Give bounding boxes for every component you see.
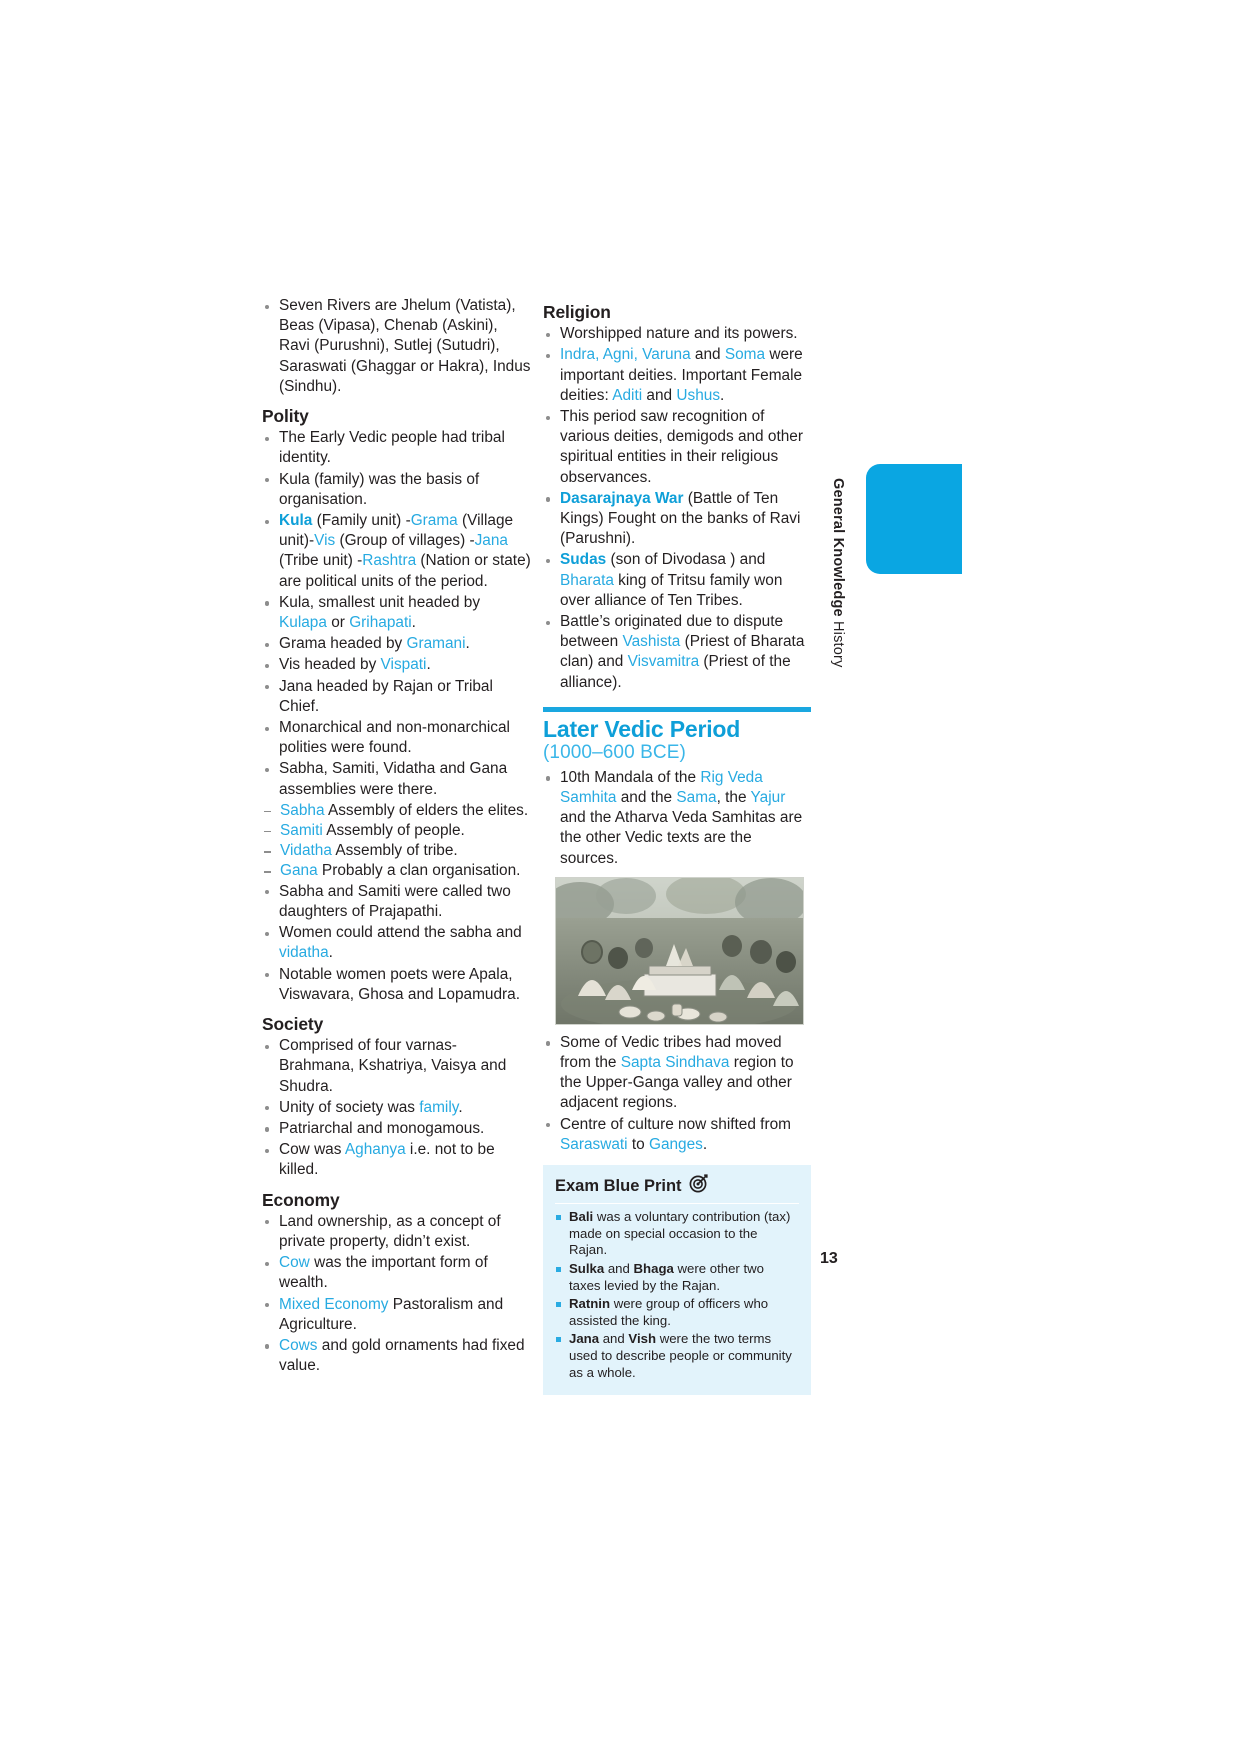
target-icon	[689, 1173, 709, 1198]
exam-blue-print-list	[555, 1209, 799, 1381]
list-item: Comprised of four varnas-Brahmana, Kshatriya, Vaisya and Shudra.	[262, 1036, 532, 1097]
list-item: Some of Vedic tribes had moved from the Sapta Sindhava region to the Upper-Ganga valley and other adjacent regions.	[543, 1033, 811, 1114]
list-item: Unity of society was family.	[262, 1098, 532, 1118]
assembly-sublist	[262, 801, 532, 882]
section-heading-society: Society	[262, 1013, 324, 1034]
list-item: Kula, smallest unit headed by Kulapa or Grihapati.	[262, 593, 532, 633]
list-item: Jana headed by Rajan or Tribal Chief.	[262, 677, 532, 717]
list-item: This period saw recognition of various deities, demigods and other spiritual entities in their religious observances.	[543, 407, 811, 488]
polity-list-tail	[262, 882, 532, 1005]
list-item: Gana Probably a clan organisation.	[262, 861, 532, 881]
list-item: Vis headed by Vispati.	[262, 655, 532, 675]
list-item: Sulka and Bhaga were other two taxes levied by the Rajan.	[555, 1261, 799, 1294]
intro-list	[262, 296, 532, 397]
exam-blue-print-title: Exam Blue Print	[555, 1176, 682, 1195]
list-item: Women could attend the sabha and vidatha.	[262, 923, 532, 963]
list-item: Patriarchal and monogamous.	[262, 1119, 532, 1139]
rich-text: Seven Rivers are Jhelum (Vatista), Beas (Vipasa), Chenab (Askini), Ravi (Purushni), Sutlej (Sutudri), Saraswati (Ghaggar or Hakra), Indus (Sindhu).	[279, 297, 531, 395]
section-heading-polity: Polity	[262, 406, 309, 427]
list-item: Land ownership, as a concept of private property, didn’t exist.	[262, 1212, 532, 1252]
list-item: 10th Mandala of the Rig Veda Samhita and the Sama, the Yajur and the Atharva Veda Samhitas are the other Vedic texts are the sources.	[543, 768, 811, 869]
polity-list	[262, 428, 532, 800]
economy-list	[262, 1212, 532, 1377]
list-item: Sabha and Samiti were called two daughters of Prajapathi.	[262, 882, 532, 922]
religion-list	[543, 324, 811, 693]
section-divider-rule	[543, 707, 811, 712]
right-column	[543, 296, 811, 1395]
section-heading-economy: Economy	[262, 1189, 340, 1210]
list-item: Cow was Aghanya i.e. not to be killed.	[262, 1140, 532, 1180]
list-item: Kula (Family unit) -Grama (Village unit)-Vis (Group of villages) -Jana (Tribe unit) -Rashtra (Nation or state) are political units of the period.	[262, 511, 532, 592]
list-item: Sabha, Samiti, Vidatha and Gana assemblies were there.	[262, 759, 532, 799]
list-item: The Early Vedic people had tribal identity.	[262, 428, 532, 468]
side-tab-marker-fill	[940, 464, 962, 574]
list-item: Battle’s originated due to dispute between Vashista (Priest of Bharata clan) and Visvamitra (Priest of the alliance).	[543, 612, 811, 693]
page-number: 13	[820, 1250, 838, 1267]
list-item: Worshipped nature and its powers.	[543, 324, 811, 344]
side-tab-label	[816, 478, 846, 678]
vedic-ritual-image	[555, 877, 804, 1025]
list-item: Monarchical and non-monarchical polities were found.	[262, 718, 532, 758]
list-item: Dasarajnaya War (Battle of Ten Kings) Fought on the banks of Ravi (Parushni).	[543, 489, 811, 550]
list-item: Centre of culture now shifted from Saraswati to Ganges.	[543, 1115, 811, 1155]
list-item: Bali was a voluntary contribution (tax) made on special occasion to the Rajan.	[555, 1209, 799, 1259]
later-vedic-subtitle: (1000–600 BCE)	[543, 741, 686, 763]
list-item: Sudas (son of Divodasa ) and Bharata king of Tritsu family won over alliance of Ten Tribes.	[543, 550, 811, 611]
list-item: Mixed Economy Pastoralism and Agriculture.	[262, 1295, 532, 1335]
exam-blue-print-box	[543, 1165, 811, 1395]
list-item: Ratnin were group of officers who assisted the king.	[555, 1296, 799, 1329]
list-item	[262, 296, 532, 397]
later-vedic-list-top	[543, 768, 811, 869]
list-item: Vidatha Assembly of tribe.	[262, 841, 532, 861]
list-item: Grama headed by Gramani.	[262, 634, 532, 654]
list-item: Sabha Assembly of elders the elites.	[262, 801, 532, 821]
section-heading-religion: Religion	[543, 302, 611, 322]
side-tab-label-bold: General Knowledge	[830, 478, 846, 617]
later-vedic-list-bottom	[543, 1033, 811, 1155]
list-item: Cows and gold ornaments had fixed value.	[262, 1336, 532, 1376]
list-item: Jana and Vish were the two terms used to describe people or community as a whole.	[555, 1331, 799, 1381]
society-list	[262, 1036, 532, 1180]
left-column	[262, 296, 532, 1377]
list-item: Kula (family) was the basis of organisation.	[262, 470, 532, 510]
later-vedic-title: Later Vedic Period	[543, 715, 741, 742]
list-item: Indra, Agni, Varuna and Soma were important deities. Important Female deities: Aditi and Ushus.	[543, 345, 811, 406]
list-item: Notable women poets were Apala, Viswavara, Ghosa and Lopamudra.	[262, 965, 532, 1005]
side-tab-label-subject: History	[830, 621, 846, 668]
list-item: Cow was the important form of wealth.	[262, 1253, 532, 1293]
exam-blue-print-heading	[555, 1173, 799, 1204]
list-item: Samiti Assembly of people.	[262, 821, 532, 841]
